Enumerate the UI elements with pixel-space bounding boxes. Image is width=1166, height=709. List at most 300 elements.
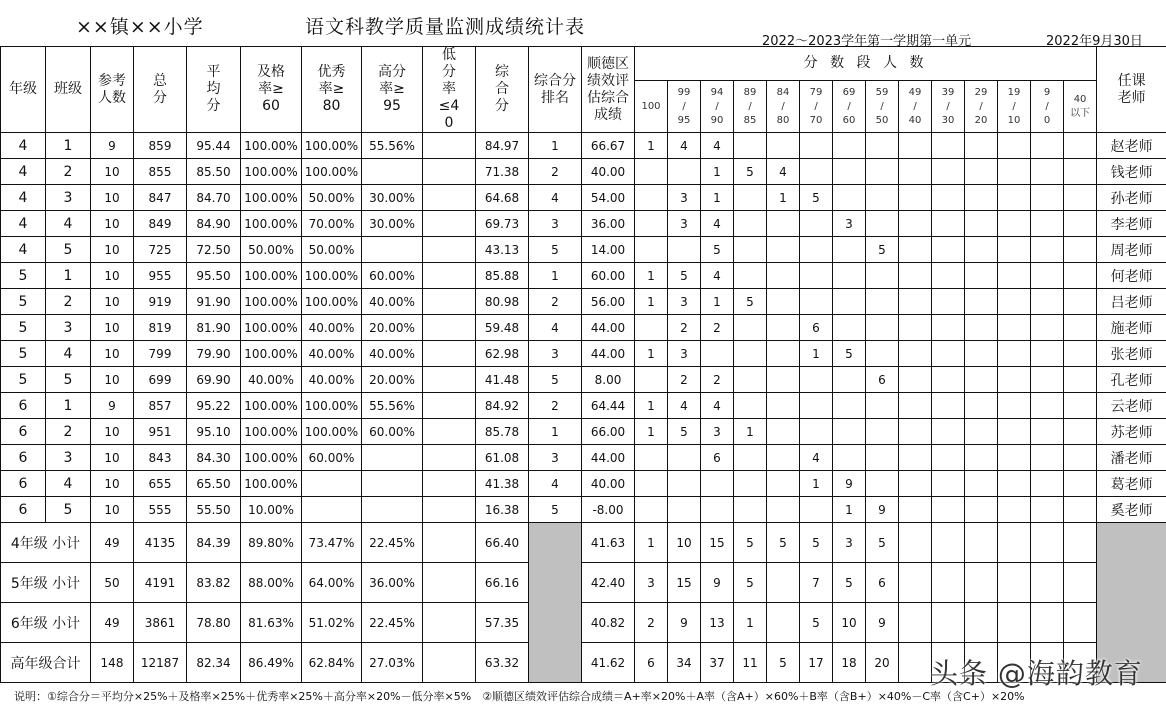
band-count-cell: 1 xyxy=(734,603,767,643)
footnote: 说明：①综合分＝平均分×25%＋及格率×25%＋优秀率×25%＋高分率×20%－低分率×5% ②顺德区绩效评估综合成绩＝A+率×20%＋A率（含A+）×60%＋B率（含B+）×40%－C率（含C+）×20% xyxy=(14,690,1025,703)
band-count-cell xyxy=(932,341,965,367)
band-count-cell xyxy=(932,419,965,445)
pass-cell: 100.00% xyxy=(241,393,302,419)
total-cell: 919 xyxy=(134,289,187,315)
composite-cell: 80.98 xyxy=(476,289,529,315)
district-score-cell: 66.67 xyxy=(582,133,635,159)
grade-cell: 6 xyxy=(1,393,46,419)
band-count-cell xyxy=(932,393,965,419)
grade-cell: 5 xyxy=(1,289,46,315)
pass-cell: 50.00% xyxy=(241,237,302,263)
band-count-cell xyxy=(998,133,1031,159)
low-cell xyxy=(423,523,476,563)
district-score-cell: 41.62 xyxy=(582,643,635,683)
avg-cell: 82.34 xyxy=(187,643,241,683)
table-row xyxy=(1,315,1166,341)
band-count-cell xyxy=(767,211,800,237)
band-count-cell: 1 xyxy=(701,289,734,315)
band-count-cell xyxy=(800,419,833,445)
teacher-cell: 孙老师 xyxy=(1097,185,1166,211)
band-count-cell: 4 xyxy=(668,393,701,419)
band-count-cell xyxy=(767,263,800,289)
rank-cell: 5 xyxy=(529,497,582,523)
band-count-cell: 5 xyxy=(866,523,899,563)
band-count-cell xyxy=(668,237,701,263)
band-count-cell: 5 xyxy=(701,237,734,263)
band-count-cell xyxy=(1064,445,1097,471)
band-count-cell xyxy=(899,523,932,563)
teacher-cell: 李老师 xyxy=(1097,211,1166,237)
low-cell xyxy=(423,211,476,237)
composite-cell: 43.13 xyxy=(476,237,529,263)
band-count-cell xyxy=(965,445,998,471)
band-count-cell xyxy=(998,263,1031,289)
band-count-cell xyxy=(668,159,701,185)
header-band: 29 / 20 xyxy=(965,81,998,133)
count-cell: 10 xyxy=(91,159,134,185)
band-count-cell xyxy=(767,563,800,603)
band-count-cell: 9 xyxy=(866,497,899,523)
band-count-cell xyxy=(932,289,965,315)
header-band: 49 / 40 xyxy=(899,81,932,133)
band-count-cell xyxy=(932,367,965,393)
band-count-cell: 5 xyxy=(734,523,767,563)
band-count-cell xyxy=(1064,341,1097,367)
table-row xyxy=(1,471,1166,497)
composite-cell: 64.68 xyxy=(476,185,529,211)
low-cell xyxy=(423,289,476,315)
band-count-cell: 2 xyxy=(668,315,701,341)
composite-cell: 66.16 xyxy=(476,563,529,603)
total-cell: 955 xyxy=(134,263,187,289)
high-cell: 20.00% xyxy=(362,367,423,393)
high-cell: 55.56% xyxy=(362,133,423,159)
band-count-cell xyxy=(833,185,866,211)
district-score-cell: 41.63 xyxy=(582,523,635,563)
band-count-cell xyxy=(899,133,932,159)
total-cell: 3861 xyxy=(134,603,187,643)
class-cell: 4 xyxy=(46,211,91,237)
band-count-cell xyxy=(965,471,998,497)
band-count-cell: 9 xyxy=(668,603,701,643)
count-cell: 49 xyxy=(91,523,134,563)
band-count-cell xyxy=(1031,367,1064,393)
class-cell: 2 xyxy=(46,419,91,445)
band-count-cell xyxy=(1064,603,1097,643)
class-cell: 1 xyxy=(46,133,91,159)
band-count-cell xyxy=(1064,211,1097,237)
class-cell: 4 xyxy=(46,341,91,367)
summary-row xyxy=(1,523,1166,563)
band-count-cell xyxy=(767,393,800,419)
class-cell: 1 xyxy=(46,263,91,289)
high-cell xyxy=(362,159,423,185)
band-count-cell xyxy=(1031,445,1064,471)
teacher-cell: 孔老师 xyxy=(1097,367,1166,393)
avg-cell: 95.22 xyxy=(187,393,241,419)
band-count-cell xyxy=(899,563,932,603)
grade-cell: 5 xyxy=(1,367,46,393)
band-count-cell: 20 xyxy=(866,643,899,683)
rank-cell: 3 xyxy=(529,341,582,367)
band-count-cell xyxy=(734,393,767,419)
band-count-cell xyxy=(965,563,998,603)
district-score-cell: 14.00 xyxy=(582,237,635,263)
total-cell: 855 xyxy=(134,159,187,185)
band-count-cell xyxy=(998,471,1031,497)
band-count-cell xyxy=(734,471,767,497)
composite-cell: 71.38 xyxy=(476,159,529,185)
band-count-cell xyxy=(899,185,932,211)
band-count-cell xyxy=(899,315,932,341)
band-count-cell xyxy=(965,289,998,315)
header-pass-rate: 及格率≥60 xyxy=(241,47,302,133)
band-count-cell xyxy=(866,341,899,367)
composite-cell: 63.32 xyxy=(476,643,529,683)
band-count-cell xyxy=(899,159,932,185)
pass-cell: 100.00% xyxy=(241,315,302,341)
band-count-cell xyxy=(833,237,866,263)
band-count-cell xyxy=(932,603,965,643)
band-count-cell xyxy=(734,263,767,289)
band-count-cell xyxy=(701,497,734,523)
band-count-cell xyxy=(1064,263,1097,289)
band-count-cell: 1 xyxy=(800,341,833,367)
band-count-cell xyxy=(965,497,998,523)
header-band: 59 / 50 xyxy=(866,81,899,133)
band-count-cell: 4 xyxy=(668,133,701,159)
band-count-cell xyxy=(866,419,899,445)
class-cell: 5 xyxy=(46,497,91,523)
composite-cell: 61.08 xyxy=(476,445,529,471)
total-cell: 655 xyxy=(134,471,187,497)
table-row xyxy=(1,393,1166,419)
band-count-cell xyxy=(635,445,668,471)
band-count-cell: 4 xyxy=(701,211,734,237)
class-cell: 2 xyxy=(46,289,91,315)
page-title: 语文科教学质量监测成绩统计表 xyxy=(305,16,586,38)
band-count-cell: 3 xyxy=(668,341,701,367)
band-count-cell xyxy=(635,315,668,341)
band-count-cell xyxy=(800,263,833,289)
band-count-cell xyxy=(932,497,965,523)
count-cell: 10 xyxy=(91,237,134,263)
band-count-cell xyxy=(800,367,833,393)
excellent-cell: 100.00% xyxy=(302,159,362,185)
composite-cell: 41.38 xyxy=(476,471,529,497)
band-count-cell xyxy=(668,445,701,471)
band-count-cell xyxy=(734,185,767,211)
band-count-cell xyxy=(899,341,932,367)
total-cell: 12187 xyxy=(134,643,187,683)
score-statistics-table xyxy=(0,46,1166,683)
low-cell xyxy=(423,185,476,211)
band-count-cell xyxy=(932,133,965,159)
rank-cell: 1 xyxy=(529,133,582,159)
band-count-cell xyxy=(701,341,734,367)
band-count-cell xyxy=(833,263,866,289)
band-count-cell xyxy=(899,419,932,445)
composite-cell: 69.73 xyxy=(476,211,529,237)
band-count-cell xyxy=(1064,393,1097,419)
high-cell: 40.00% xyxy=(362,289,423,315)
pass-cell: 100.00% xyxy=(241,133,302,159)
band-count-cell xyxy=(899,471,932,497)
class-cell: 5 xyxy=(46,237,91,263)
class-cell: 2 xyxy=(46,159,91,185)
header-band: 40 以下 xyxy=(1064,81,1097,133)
band-count-cell xyxy=(767,445,800,471)
band-count-cell xyxy=(932,159,965,185)
band-count-cell: 2 xyxy=(701,315,734,341)
band-count-cell: 1 xyxy=(734,419,767,445)
high-cell: 30.00% xyxy=(362,211,423,237)
band-count-cell xyxy=(668,471,701,497)
rank-cell: 2 xyxy=(529,289,582,315)
count-cell: 10 xyxy=(91,315,134,341)
composite-cell: 84.92 xyxy=(476,393,529,419)
header-count: 参考人数 xyxy=(91,47,134,133)
grade-cell: 4 xyxy=(1,211,46,237)
band-count-cell: 3 xyxy=(701,419,734,445)
high-cell: 27.03% xyxy=(362,643,423,683)
count-cell: 10 xyxy=(91,419,134,445)
band-count-cell xyxy=(932,445,965,471)
band-count-cell: 3 xyxy=(635,563,668,603)
district-score-cell: 42.40 xyxy=(582,563,635,603)
band-count-cell: 13 xyxy=(701,603,734,643)
avg-cell: 69.90 xyxy=(187,367,241,393)
excellent-cell: 50.00% xyxy=(302,237,362,263)
summary-label-cell: 4年级 小计 xyxy=(1,523,91,563)
band-count-cell xyxy=(998,289,1031,315)
band-count-cell xyxy=(998,159,1031,185)
avg-cell: 55.50 xyxy=(187,497,241,523)
band-count-cell: 2 xyxy=(668,367,701,393)
header-band: 94 / 90 xyxy=(701,81,734,133)
band-count-cell xyxy=(1031,393,1064,419)
table-row xyxy=(1,237,1166,263)
header-band: 100 xyxy=(635,81,668,133)
band-count-cell xyxy=(965,133,998,159)
header-composite: 综合分 xyxy=(476,47,529,133)
table-row xyxy=(1,419,1166,445)
band-count-cell: 9 xyxy=(866,603,899,643)
band-count-cell xyxy=(866,289,899,315)
rank-cell: 4 xyxy=(529,315,582,341)
rank-cell: 2 xyxy=(529,159,582,185)
band-count-cell: 6 xyxy=(701,445,734,471)
band-count-cell xyxy=(866,445,899,471)
pass-cell: 100.00% xyxy=(241,211,302,237)
term-label: 2022～2023学年第一学期第一单元 xyxy=(762,34,972,49)
band-count-cell xyxy=(767,289,800,315)
high-cell: 22.45% xyxy=(362,603,423,643)
composite-cell: 84.97 xyxy=(476,133,529,159)
band-count-cell xyxy=(800,159,833,185)
band-count-cell: 1 xyxy=(635,341,668,367)
band-count-cell xyxy=(998,315,1031,341)
rank-cell: 3 xyxy=(529,445,582,471)
grade-cell: 6 xyxy=(1,471,46,497)
band-count-cell xyxy=(1031,603,1064,643)
high-cell: 30.00% xyxy=(362,185,423,211)
band-count-cell: 1 xyxy=(701,185,734,211)
band-count-cell xyxy=(932,263,965,289)
table-row xyxy=(1,445,1166,471)
low-cell xyxy=(423,643,476,683)
band-count-cell xyxy=(965,367,998,393)
composite-cell: 41.48 xyxy=(476,367,529,393)
band-count-cell xyxy=(734,237,767,263)
high-cell xyxy=(362,445,423,471)
band-count-cell xyxy=(734,341,767,367)
header-rank: 综合分排名 xyxy=(529,47,582,133)
band-count-cell xyxy=(833,133,866,159)
band-count-cell: 10 xyxy=(833,603,866,643)
band-count-cell xyxy=(965,237,998,263)
band-count-cell xyxy=(965,341,998,367)
class-cell: 5 xyxy=(46,367,91,393)
avg-cell: 79.90 xyxy=(187,341,241,367)
band-count-cell xyxy=(833,315,866,341)
pass-cell: 100.00% xyxy=(241,419,302,445)
band-count-cell: 3 xyxy=(668,211,701,237)
band-count-cell xyxy=(932,471,965,497)
band-count-cell xyxy=(767,133,800,159)
band-count-cell: 3 xyxy=(668,289,701,315)
band-count-cell: 1 xyxy=(701,159,734,185)
district-score-cell: 40.00 xyxy=(582,471,635,497)
total-cell: 555 xyxy=(134,497,187,523)
band-count-cell xyxy=(866,263,899,289)
band-count-cell xyxy=(701,471,734,497)
avg-cell: 84.39 xyxy=(187,523,241,563)
band-count-cell: 4 xyxy=(800,445,833,471)
band-count-cell xyxy=(1064,471,1097,497)
band-count-cell xyxy=(965,185,998,211)
band-count-cell xyxy=(734,367,767,393)
excellent-cell: 100.00% xyxy=(302,133,362,159)
band-count-cell xyxy=(1031,211,1064,237)
band-count-cell xyxy=(734,315,767,341)
avg-cell: 84.90 xyxy=(187,211,241,237)
band-count-cell xyxy=(767,603,800,643)
header-band: 84 / 80 xyxy=(767,81,800,133)
avg-cell: 95.50 xyxy=(187,263,241,289)
band-count-cell xyxy=(932,523,965,563)
pass-cell: 100.00% xyxy=(241,263,302,289)
band-count-cell xyxy=(1064,185,1097,211)
band-count-cell xyxy=(899,211,932,237)
avg-cell: 78.80 xyxy=(187,603,241,643)
band-count-cell: 1 xyxy=(800,471,833,497)
band-count-cell: 1 xyxy=(635,523,668,563)
band-count-cell: 1 xyxy=(635,263,668,289)
band-count-cell: 1 xyxy=(635,393,668,419)
band-count-cell xyxy=(866,133,899,159)
count-cell: 10 xyxy=(91,471,134,497)
header-band: 89 / 85 xyxy=(734,81,767,133)
band-count-cell xyxy=(899,643,932,683)
band-count-cell: 15 xyxy=(701,523,734,563)
pass-cell: 100.00% xyxy=(241,445,302,471)
band-count-cell: 17 xyxy=(800,643,833,683)
excellent-cell: 60.00% xyxy=(302,445,362,471)
band-count-cell xyxy=(866,393,899,419)
total-cell: 859 xyxy=(134,133,187,159)
band-count-cell: 1 xyxy=(635,419,668,445)
count-cell: 10 xyxy=(91,263,134,289)
band-count-cell xyxy=(932,315,965,341)
low-cell xyxy=(423,315,476,341)
band-count-cell xyxy=(965,159,998,185)
excellent-cell: 62.84% xyxy=(302,643,362,683)
total-cell: 819 xyxy=(134,315,187,341)
count-cell: 10 xyxy=(91,497,134,523)
count-cell: 148 xyxy=(91,643,134,683)
avg-cell: 95.44 xyxy=(187,133,241,159)
header-total: 总分 xyxy=(134,47,187,133)
high-cell: 60.00% xyxy=(362,263,423,289)
table-row xyxy=(1,211,1166,237)
header-district-score: 顺德区绩效评估综合成绩 xyxy=(582,47,635,133)
band-count-cell xyxy=(1031,315,1064,341)
band-count-cell: 18 xyxy=(833,643,866,683)
district-score-cell: 44.00 xyxy=(582,315,635,341)
band-count-cell xyxy=(767,341,800,367)
high-cell: 55.56% xyxy=(362,393,423,419)
grade-cell: 4 xyxy=(1,237,46,263)
band-count-cell xyxy=(1031,497,1064,523)
total-cell: 847 xyxy=(134,185,187,211)
band-count-cell xyxy=(899,263,932,289)
band-count-cell xyxy=(767,367,800,393)
high-cell xyxy=(362,237,423,263)
band-count-cell xyxy=(998,419,1031,445)
district-score-cell: 8.00 xyxy=(582,367,635,393)
grade-cell: 5 xyxy=(1,341,46,367)
avg-cell: 83.82 xyxy=(187,563,241,603)
band-count-cell: 1 xyxy=(635,289,668,315)
district-score-cell: 66.00 xyxy=(582,419,635,445)
band-count-cell: 5 xyxy=(800,603,833,643)
low-cell xyxy=(423,471,476,497)
table-row xyxy=(1,133,1166,159)
teacher-cell: 何老师 xyxy=(1097,263,1166,289)
band-count-cell: 5 xyxy=(767,643,800,683)
total-cell: 4135 xyxy=(134,523,187,563)
count-cell: 10 xyxy=(91,289,134,315)
summary-label-cell: 5年级 小计 xyxy=(1,563,91,603)
high-cell xyxy=(362,497,423,523)
low-cell xyxy=(423,237,476,263)
band-count-cell xyxy=(1064,523,1097,563)
district-score-cell: 56.00 xyxy=(582,289,635,315)
band-count-cell xyxy=(1031,563,1064,603)
band-count-cell: 11 xyxy=(734,643,767,683)
band-count-cell: 37 xyxy=(701,643,734,683)
band-count-cell xyxy=(1064,497,1097,523)
class-cell: 4 xyxy=(46,471,91,497)
teacher-cell: 张老师 xyxy=(1097,341,1166,367)
band-count-cell xyxy=(767,237,800,263)
count-cell: 49 xyxy=(91,603,134,643)
total-cell: 857 xyxy=(134,393,187,419)
band-count-cell xyxy=(635,497,668,523)
avg-cell: 95.10 xyxy=(187,419,241,445)
summary-label-cell: 高年级合计 xyxy=(1,643,91,683)
